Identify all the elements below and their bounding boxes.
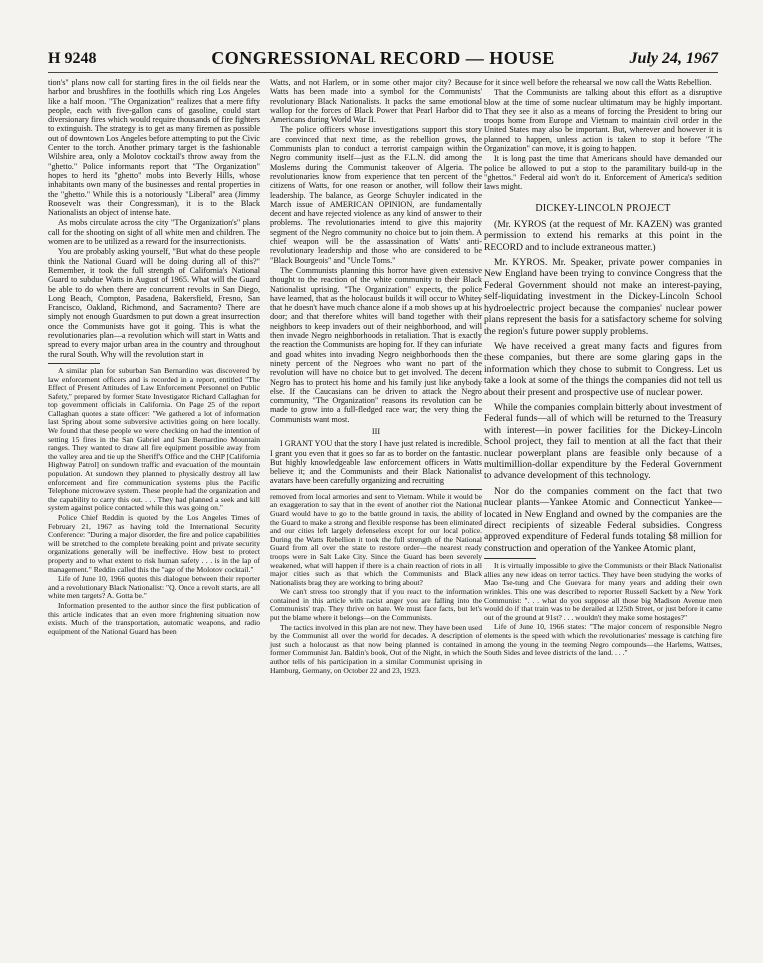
paragraph: While the companies complain bitterly about investment of Federal funds—all of which will be returned to the Treasury with interest—in power facilities for the Dickey-Lincoln School project, they fail to mention at all the fact that their nuclear powerplant plans are feasible only because of a multimillion-dollar expenditure by the Federal Government to advance development of this technology. — [484, 401, 722, 482]
paragraph: We have received a great many facts and figures from these companies, but there are some glaring gaps in the information which they chose to submit to Congress. Let us take a look at some of the things the companies did not tell us about their present and prospective use of nuclear power. — [484, 340, 722, 398]
footnote-continuation: removed from local armories and sent to Vietnam. While it would be an exaggeration to say that in the event of another riot the National Guard would have to go to the battle ground in taxis, the ability of the Guard to make a strong and flexible response has been eliminated and our cities left largely defenseless except for our local police. During the Watts Rebellion it took the full strength of the National Guard from all over the state to restore order—the nearest ready troops were in Salt Lake City. Since the Guard has been severely weakened, what will happen if there is a chain reaction of riots in all major cities such as that which the Communists and Black Nationalists brag they are working to bring about? — [270, 491, 482, 587]
paragraph: Watts, and not Harlem, or in some other major city? Because Watts has been made into a symbol for the Communists' revolutionary Black Nationalists. It packs the same emotional wallop for the forces of Black Power that Pearl Harbor did to Americans during World War II. — [270, 78, 482, 125]
paragraph: Mr. KYROS. Mr. Speaker, private power companies in New England have been trying to convince Congress that the Federal Government should not make an interest-paying, self-liquidating investment in the Dickey-Lincoln School hydroelectric project because the companies' nuclear power plans represent the basis for a satisfactory scheme for solving the region's future power supply problems. — [484, 257, 722, 337]
column-middle — [270, 78, 482, 676]
paragraph: tion's" plans now call for starting fires in the oil fields near the harbor and brushfires in the foothills which ring Los Angeles like a half moon. "The Organization" realizes that a mere fifty people, each with five-gallon cans of gasoline, could start diversionary fires which would require thousands of fire fighters to extinguish. The strategy is to get as many firemen as possible out of downtown Los Angeles before attempting to put the Civic Center to the torch. Another primary target is the fashionable Wilshire area, only a Molotov cocktail's throw away from the "ghetto." Police informants report that "The Organization" hopes to herd its "ghetto" mobs into Beverly Hills, whose inhabitants own many of the businesses and rental properties in the "ghetto." While this is a notoriously "Liberal" area (Jimmy Roosevelt was their Congressman), it is to the Black Nationalists an object of intense hate. — [48, 78, 260, 218]
paragraph: Nor do the companies comment on the fact that two nuclear plants—Yankee Atomic and Connecticut Yankee—located in New England and owned by the companies are the direct recipients of sizeable Federal subsidies. Congress approved expenditure of Federal funds totaling $8 million for construction and operation of the Yankee Atomic plant, — [484, 485, 722, 554]
paragraph: (Mr. KYROS (at the request of Mr. KAZEN) was granted permission to extend his remarks at this point in the RECORD and to include extraneous matter.) — [484, 218, 722, 253]
page-header — [48, 48, 718, 73]
paragraph: The police officers whose investigations support this story are convinced that next time, as the rebellion grows, the Communists plan to conduct a terrorist campaign within the Negro community itself—just as the F.L.N. did among the Moslems during the Communist takeover of Algeria. The revolutionaries know from experience that ten percent of the citizens of Watts, for one reason or another, will follow their leadership. The balance, as George Schuyler indicated in the March issue of AMERICAN OPINION, are fundamentally decent and have rejected violence as any kind of answer to their problems. The revolutionaries intend to give this majority segment of the Negro community no choice but to join them. A chief weapon will be the assassination of Watts' anti-revolutionary leadership and those who are considered to be "Black Bourgeois" and "Uncle Toms." — [270, 125, 482, 265]
footnote: Information presented to the author since the first publication of this article indicates that an even more frightening situation now exists. Much of the transportation, automatic weapons, and radio equipment of the National Guard has been — [48, 600, 260, 636]
footnote: The tactics involved in this plan are not new. They have been used by the Communist all over the world for decades. A description of just such a holocaust as that now being planned is contained in former Communist Jan. Baldin's book, Out of the Night, in which the author tells of his participation in a similar Communist uprising in Hamburg, Germany, on October 22 and 23, 1923. — [270, 622, 482, 675]
footnote: Police Chief Reddin is quoted by the Los Angeles Times of February 21, 1967 as having told the International Security Conference: "During a major disorder, the fire and police capabilities will be stretched to the complete breaking point and private security organizations generally will be ineffective. How best to protect property and to what extent to risk human safety . . . is in the lap of management." Reddin called this the "age of the Molotov cocktail." — [48, 513, 260, 574]
footnote: A similar plan for suburban San Bernardino was discovered by law enforcement officers and is recorded in a report, entitled "The Effect of Present Attitudes of Law Enforcement Personnel on Public Safety," prepared by former State Investigator Richard Callaghan for top government officials in California. On Page 25 of the report Callaghan quotes a state officer: "We gathered a lot of information last Spring about some subversive activities going on here locally. We found that these people we were checking on had the intention of setting 15 fires in the San Gabriel and San Bernardino Mountain ranges. They wanted to draw all fire equipment possible away from the valley area and tie up the Sheriff's Office and the CHP [California Highway Patrol] on sundown traffic and evacuation of the mountain population. At sundown they planned to physically destroy all law enforcement and fire communication systems plus the Pacific Telephone microwave system. These people had the organization and the capability to carry this out. . . . They had planned a seek and kill system against police contacted while this was going on." — [48, 365, 260, 513]
section-numeral: III — [371, 426, 381, 436]
paragraph: As mobs circulate across the city "The Organization's" plans call for the shooting on sight of all white men and children. The women are to be utilized as a reward for the insurrectionists. — [48, 218, 260, 247]
footnote: It is virtually impossible to give the Communists or their Black Nationalist allies any new ideas on terror tactics. They have been studying the works of Mao Tse-tung and Che Guevara for many years and adding their own wrinkles. This one was described to reporter Russell Sackett by a New York Communist: ". . . what do you suppose all those big Madison Avenue men would do if that train was to be derailed at 125th Street, or just before it came out of the ground at 91st? . . . wouldn't they make some hostages?" — [484, 561, 722, 622]
column-left — [48, 78, 260, 637]
paragraph: The Communists planning this horror have given extensive thought to the reaction of the white community to their Black Nationalist uprising. "The Organization" expects, the police have learned, that as the holocaust builds it will occur to Whitey that he doesn't have much chance alone if a mob shows up at his door; and that therefore whites will band together with their neighbors to keep invaders out of their neighborhood, and will then invade Negro neighborhoods in retaliation. That is exactly the reaction the Communists are hoping for. If they can infuriate and goad whites into invading Negro neighborhoods then the ninety percent of the Negroes who want no part of the revolution will have no choice but to get involved. The decent Negro has to protect his home and his family just like anybody else. If the Caucasians can be driven to attack the Negro community, "The Organization" reasons its revolution can be made to grow into a full-fledged race war; the very thing the Communists want most. — [270, 265, 482, 424]
paragraph: for it since well before the rehearsal we now call the Watts Rebellion. — [484, 78, 712, 87]
page-number: H 9248 — [48, 50, 97, 67]
footnote: Life of June 10, 1966 quotes this dialogue between their reporter and a revolutionary Black Nationalist: "Q. Once a revolt starts, are all white men targets? A. Gotta be." — [48, 574, 260, 601]
paragraph: That the Communists are talking about this effort as a disruptive blow at the time of some nuclear ultimatum may be highly important. That they see it also as a means of forcing the President to bring our troops home from Europe and Vietnam to maintain civil order in the United States may also be important. But, wherever and however it is planned to happen, unless action is taken to stop it before "The Organization" can move, it is going to happen. — [484, 88, 722, 154]
paragraph: It is long past the time that Americans should have demanded our police be allowed to put a stop to the paramilitary build-up in the "ghettos." Federal aid won't do it. Enforcement of America's sedition laws might. — [484, 154, 722, 192]
publication-title: CONGRESSIONAL RECORD — HOUSE — [211, 48, 555, 68]
footnote: We can't stress too strongly that if you react to the information contained in this article with racist anger you are falling into the Communists' trap. They thrive on hate. We must face facts, but let's put the blame where it belongs—on the Communists. — [270, 587, 482, 623]
footnote-divider — [48, 363, 100, 364]
footnote: Life of June 10, 1966 states: "The major concern of responsible Negro elements is the speed with which the revolutionaries' message is catching fire among the young in the teeming Negro compounds—the Harlems, Wattses, South Sides and levee districts of the land. . . ." — [484, 622, 722, 658]
section-heading: DICKEY-LINCOLN PROJECT — [535, 202, 671, 214]
footnote-divider — [484, 558, 536, 559]
issue-date: July 24, 1967 — [629, 50, 718, 67]
paragraph: You are probably asking yourself, "But what do these people think the National Guard will be doing during all of this?" Remember, it took the full strength of California's National Guard to subdue Watts in August of 1965. What will the Guard be able to do when there are concurrent revolts in San Diego, Long Beach, Compton, Pasadena, Bakersfield, Fresno, San Francisco, Oakland, Richmond, and Sacramento? There are simply not enough Guardsmen to put down a great insurrection once the Communists have got it going. This is what the revolutionaries plan—a revolution which will start in Watts and spread to every major urban area in the country and throughout the rural South. Why will the revolution start in — [48, 247, 260, 359]
column-right — [484, 78, 722, 659]
paragraph: I GRANT YOU that the story I have just related is incredible. I grant you even that it goes so far as to border on the fantastic. But highly knowledgeable law enforcement officers in Watts believe it; and the Communists and their Black Nationalist avatars have been carefully organizing and recruiting — [270, 439, 482, 486]
footnote-divider — [270, 489, 482, 490]
